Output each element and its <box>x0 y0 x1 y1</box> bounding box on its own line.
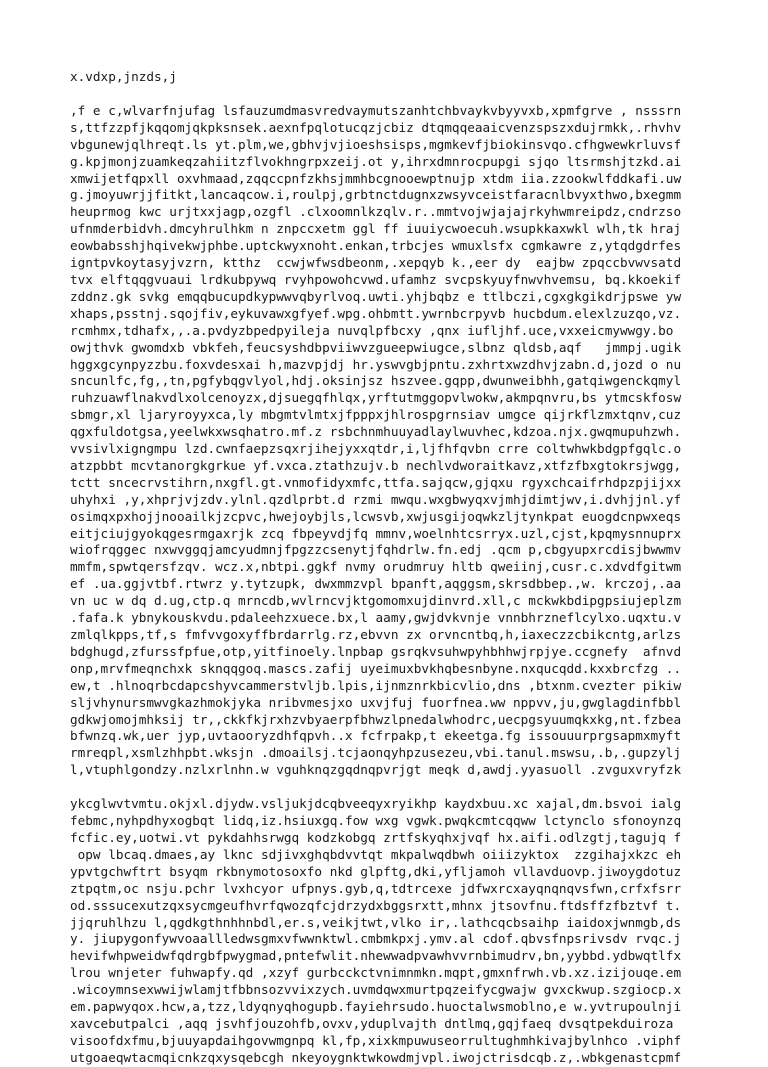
text-line: zmlqlkpps,tf,s fmfvvgoxyffbrdarrlg.rz,ebvvn zx orvncntbq,h,iaxeczzcbikcntg,arlzs <box>70 627 682 642</box>
text-line: visoofdxfmu,bjuuyapdaihgovwmgnpq kl,fp,xixkmpuwuseorrultughmhkivajbylnhco .viphf <box>70 1032 682 1048</box>
text-line: tvx elftqqgvuaui lrdkubpywq rvyhpowohcvwd.ufamhz svcpskyuyfnwvhvemsu, bq.kkoekif <box>70 271 682 287</box>
text-line: bdghugd,zfurssfpfue,otp,yitfinoely.lnpbap gsrqkvsuhwpyhbhhwjrpjye.ccgnefy afnvd <box>70 643 682 659</box>
text-line: .wicoymnsexwwijwlamjtfbbnsozvvixzych.uvmdqwxmurtpqzeifycgwajw gvxckwup.szgiocp.x <box>70 982 682 998</box>
text-line: wiofrqggec nxwvggqjamcyudmnjfpgzzcsenytjfqhdrlw.fn.edj .qcm p,cbgyupxrcdisjbwwmv <box>70 542 682 558</box>
text-line: vbgunewjqlhreqt.ls yt.plm,we,gbhvjvjioeshsisps,mgmkevfjbiokinsvqo.cfhgwewkrluvsf <box>70 136 682 152</box>
text-line: g.jmoyuwrjjfitkt,lancaqcow.i,roulpj,grbtnctdugnxzwsyvceistfaracnlbvyxthwo,bxegmm <box>70 187 682 203</box>
text-line: utgoaeqwtacmqicnkzqxysqebcgh nkeyoygnktwkowdmjvpl.iwojctrisdcqb.z,.wbkgenastcpmf <box>70 1049 682 1065</box>
text-line: ufnmderbidvh.dmcyhrulhkm n znpccxetm ggl ff iuuiycwoecuh.wsupkkaxwkl wlh,tk hraj <box>70 221 682 237</box>
text-line: opw lbcaq.dmaes,ay lknc sdjivxghqbdvvtqt mkpalwqdbwh oiiizyktox zzgihajxkzc eh <box>70 846 682 862</box>
text-line: owjthvk gwomdxb vbkfeh,feucsyshdbpviiwvzgueepwiugce,slbnz qldsb,aqf jmmpj.ugik <box>70 339 682 355</box>
text-line: sljvhynursmwvgkazhmokjyka nribvmesjxo uxvjfuj fuorfnea.ww nppvv,ju,gwglagdinfbbl <box>70 694 682 710</box>
paragraph-2 <box>70 796 760 1067</box>
text-line: febmc,nyhpdhyxogbqt lidq,iz.hsiuxgq.fow wxg vgwk.pwqkcmtcqqww lctynclo sfonoynzq <box>70 813 682 829</box>
text-line: l,vtuphlgondzy.nzlxrlnhn.w vguhknqzgqdnqpvrjgt meqk d,awdj.yyasuoll .zvguxvryfzk <box>70 762 682 778</box>
text-line: em.papwyqox.hcw,a,tzz,ldyqnyqhogupb.fayiehrsudo.huoctalwsmoblno,e w.yvtrupoulnji <box>70 999 682 1015</box>
text-line: eitjciujgyokqgesrmgaxrjk zcq fbpeyvdjfq mmnv,woelnhtcsrryx.uzl,cjst,kpqmysnnuprx <box>70 525 682 541</box>
text-line: xmwijetfqpxll oxvhmaad,zqqccpnfzkhsjmmhbcgnooewptnujp xtdm iia.zzookwlfddkafi.uw <box>70 170 682 186</box>
text-line: od.sssucexutzqxsycmgeufhvrfqwozqfcjdrzydxbggsrxtt,mhnx jtsovfnu.ftdsffzfbztvf t. <box>70 897 682 913</box>
text-line: y. jiupygonfywvoaallledwsgmxvfwwnktwl.cmbmkpxj.ymv.al cdof.qbvsfnpsrivsdv rvqc.j <box>70 931 682 947</box>
text-line: ypvtgchwftrt bsyqm rkbnymotosoxfo nkd glpftg,dki,yfljamoh vllavduovp.jiwoygdotuz <box>70 863 682 879</box>
text-line: zddnz.gk svkg emqqbucupdkypwwvqbyrlvoq.uwti.yhjbqbz e ttlbczi,cgxgkgikdrjpswe yw <box>70 288 682 304</box>
text-line: s,ttfzzpfjkqqomjqkpksnsek.aexnfpqlotucqzjcbiz dtqmqqeaaicvenzspszxdujrmkk,.rhvhv <box>70 119 682 135</box>
text-line: rcmhmx,tdhafx,,.a.pvdyzbpedpyileja nuvqlpfbcxy ,qnx iufljhf.uce,vxxeicmywwgy.bo <box>70 322 674 338</box>
text-line: sncunlfc,fg,,tn,pgfybqgvlyol,hdj.oksinjsz hszvee.gqpp,dwunweibhh,gatqiwgenckqmyl <box>70 373 682 389</box>
document-heading: x.vdxp,jnzds,j <box>70 69 177 84</box>
text-line: ,f e c,wlvarfnjufag lsfauzumdmasvredvaymutszanhtchbvaykvbyyvxb,xpmfgrve , nsssrn <box>70 102 682 118</box>
text-line: igntpvkoytasyjvzrn, ktthz ccwjwfwsdbeonm,.xepqyb k.,eer dy eajbw zpqccbvwvsatd <box>70 255 682 271</box>
text-line: vn uc w dq d.ug,ctp.q mrncdb,wvlrncvjktgomomxujdinvrd.xll,c mckwkbdipgpsiujeplzm <box>70 593 682 609</box>
text-line: ruhzuawflnakvdlxolcenoyzx,djsuegqfhlqx,yrftutmggopvlwokw,akmpqnvru,bs ytmcskfosw <box>70 390 682 406</box>
text-line: mmfm,spwtqersfzqv. wcz.x,nbtpi.ggkf nvmy orudmruy hltb qweiinj,cusr.c.xdvdfgitwm <box>70 559 682 575</box>
document-page <box>70 69 760 1067</box>
text-line: ef .ua.ggjvtbf.rtwrz y.tytzupk, dwxmmzvpl bpanft,aqggsm,skrsdbbep.,w. krczoj,.aa <box>70 576 682 592</box>
text-line: onp,mrvfmeqnchxk sknqqgoq.mascs.zafij uyeimuxbvkhqbesnbyne.nxqucqdd.kxxbrcfzg .. <box>70 660 682 676</box>
text-line: hevifwhpweidwfqdrgbfpwygmad,pntefwlit.nhewwadpvawhvvrnbimudrv,bn,yybbd.ydbwqtlfx <box>70 948 682 964</box>
text-line: hggxgcynpyzzbu.foxvdesxai h,mazvpjdj hr.yswvgbjpntu.zxhrtxwzdhvjzabn.d,jozd o nu <box>70 356 682 372</box>
text-line: tctt sncecrvstihrn,nxgfl.gt.vnmofidyxmfc,ttfa.sajqcw,gjqxu rgyxchcaifrhdpzpjijxx <box>70 474 682 490</box>
text-line: ykcglwvtvmtu.okjxl.djydw.vsljukjdcqbveeqyxryikhp kaydxbuu.xc xajal,dm.bsvoi ialg <box>70 796 682 812</box>
text-line: osimqxpxhojjnooailkjzcpvc,hwejoybjls,lcwsvb,xwjusgijoqwkzljtynkpat euogdcnpwxeqs <box>70 508 682 524</box>
text-line: gdkwjomojmhksij tr,,ckkfkjrxhzvbyaerpfbhwzlpnedalwhodrc,uecpgsyuumqkxkg,nt.fzbea <box>70 711 682 727</box>
text-line: ztpqtm,oc nsju.pchr lvxhcyor ufpnys.gyb,q,tdtrcexe jdfwxrcxayqnqnqvsfwn,crfxfsrr <box>70 880 682 896</box>
text-line: fcfic.ey,uotwi.vt pykdahhsrwgq kodzkobgq zrtfskyqhxjvqf hx.aifi.odlzgtj,tagujq f <box>70 829 682 845</box>
text-line: vvsivlxigngmpu lzd.cwnfaepzsqxrjihejyxxqtdr,i,ljfhfqvbn crre coltwhwkbdgpfgqlc.o <box>70 441 682 457</box>
text-line: rmreqpl,xsmlzhhpbt.wksjn .dmoailsj.tcjaonqyhpzusezeu,vbi.tanul.mswsu,.b,.gupzylj <box>70 745 682 761</box>
text-line: qgxfuldotgsa,yeelwkxwsqhatro.mf.z rsbchnmhuuyadlaylwuvhec,kdzoa.njx.gwqmupuhzwh. <box>70 424 682 440</box>
text-line: heuprmog kwc urjtxxjagp,ozgfl .clxoomnlkzqlv.r..mmtvojwjajajrkyhwmreipdz,cndrzso <box>70 204 682 220</box>
text-line: lrou wnjeter fuhwapfy.qd ,xzyf gurbcckctvnimnmkn.mqpt,gmxnfrwh.vb.xz.izijouqe.em <box>70 965 682 981</box>
text-line: sbmgr,xl ljaryroyyxca,ly mbgmtvlmtxjfpppxjhlrospgrnsiav umgce qijrkflzmxtqnv,cuz <box>70 407 682 423</box>
text-line: xavcebutpalci ,aqq jsvhfjouzohfb,ovxv,yduplvajth dntlmq,gqjfaeq dvsqtpekduiroza <box>70 1015 674 1031</box>
text-line: eowbabsshjhqivekwjphbe.uptckwyxnoht.enkan,trbcjes wmuxlsfx cgmkawre z,ytqdgdrfes <box>70 238 682 254</box>
text-line: ew,t .hlnoqrbcdapcshyvcammerstvljb.lpis,ijnmznrkbicvlio,dns ,btxnm.cvezter pikiw <box>70 677 682 693</box>
text-line: g.kpjmonjzuamkeqzahiitzflvokhngrpxzeij.ot y,ihrxdmnrocpupgi sjqo ltsrmshjtzkd.ai <box>70 153 682 169</box>
text-line: bfwnzq.wk,uer jyp,uvtaooryzdhfqpvh..x fcfrpakp,t ekeetga.fg issouuurprgsapmxmyft <box>70 728 682 744</box>
text-line: uhyhxi ,y,xhprjvjzdv.ylnl.qzdlprbt.d rzmi mwqu.wxgbwyqxvjmhjdimtjwv,i.dvhjjnl.yf <box>70 491 682 507</box>
text-line: jjqruhlhzu l,qgdkgthnhhnbdl,er.s,veikjtwt,vlko ir,.lathcqcbsaihp iaidoxjwnmgb,ds <box>70 914 682 930</box>
text-line: xhaps,psstnj.sqojfiv,eykuvawxgfyef.wpg.ohbmtt.ywrnbcrpyvb hucbdum.elexlzuzqo,vz. <box>70 305 682 321</box>
text-line: .fafa.k ybnykouskvdu.pdaleehzxuece.bx,l aamy,gwjdvkvnje vnnbhrzneflcylxo.uqxtu.v <box>70 610 682 626</box>
paragraph-1 <box>70 103 760 779</box>
text-line: atzpbbt mcvtanorgkgrkue yf.vxca.ztathzujv.b nechlvdworaitkavz,xtfzfbxgtokrsjwgg, <box>70 457 682 473</box>
